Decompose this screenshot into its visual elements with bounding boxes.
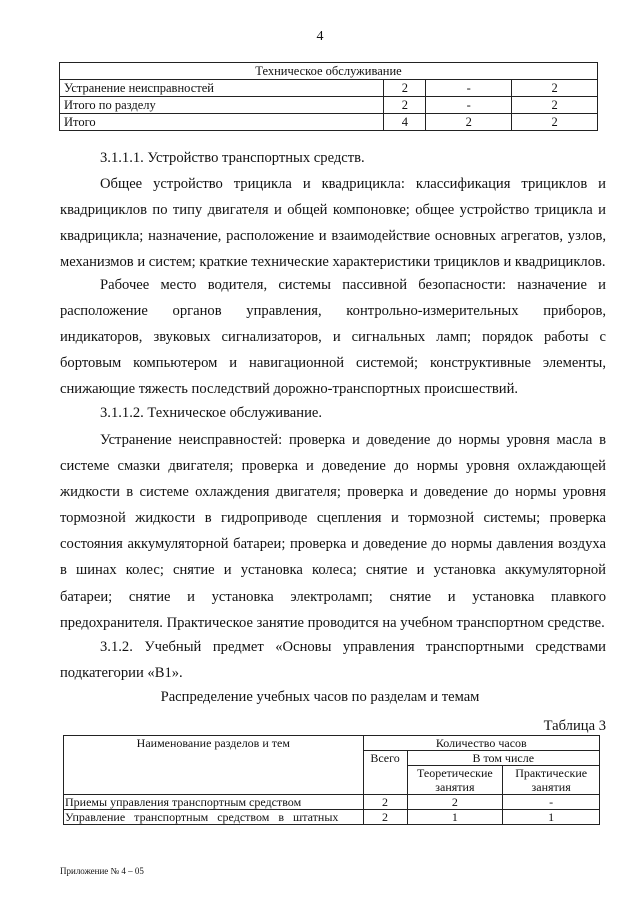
col-header-practice: Практические занятия	[503, 766, 600, 795]
distribution-title: Распределение учебных часов по разделам и темам	[160, 689, 480, 705]
row-theory: 1	[407, 810, 503, 825]
col-header-total: Всего	[363, 751, 407, 795]
row-total: 2	[384, 97, 426, 114]
study-hours-table	[63, 735, 600, 825]
row-theory: -	[426, 97, 512, 114]
row-practice: 2	[512, 80, 598, 97]
paragraph: Рабочее место водителя, системы пассивной безопасности: назначение и расположение органов управления, контрольно-измерительных приборов, индикаторов, звуковых сигнализаторов, и сигнальных ламп; порядок работы с бортовым компьютером и навигационной системой; конструктивные элементы, снижающие тяжесть последствий дорожно-транспортных происшествий.	[60, 277, 606, 398]
row-name: Устранение неисправностей	[60, 80, 384, 97]
row-total: 2	[384, 80, 426, 97]
table-row	[60, 114, 598, 131]
table-row	[64, 795, 600, 810]
row-total: 2	[363, 810, 407, 825]
section-heading-3: 3.1.2. Учебный предмет «Основы управления транспортными средствами подкатегории «B1».	[60, 639, 606, 682]
row-total: 2	[363, 795, 407, 810]
section-heading-2: 3.1.1.2. Техническое обслуживание.	[100, 405, 322, 421]
table-row	[64, 810, 600, 825]
col-header-theory: Теоретические занятия	[407, 766, 503, 795]
col-header-including: В том числе	[407, 751, 600, 766]
table-row	[60, 97, 598, 114]
paragraph: Общее устройство трицикла и квадрицикла: классификация трициклов и квадрициклов по типу двигателя и общей компоновке; общее устройство трицикла и квадрицикла; назначение, расположение и взаимодействие основных агрегатов, узлов, механизмов и систем; краткие технические характеристики трициклов и квадрициклов.	[60, 176, 606, 271]
row-name: Итого по разделу	[60, 97, 384, 114]
row-name: Приемы управления транспортным средством	[64, 795, 364, 810]
row-practice: 2	[512, 97, 598, 114]
col-header-name: Наименование разделов и тем	[64, 736, 364, 795]
row-name: Итого	[60, 114, 384, 131]
paragraph: Устранение неисправностей: проверка и доведение до нормы уровня масла в системе смазки двигателя; проверка и доведение до нормы уровня охлаждающей жидкости в системе охлаждения двигателя; проверка и доведение до нормы уровня тормозной жидкости в гидроприводе сцепления и тормозной системы; проверка состояния аккумуляторной батареи; проверка и доведение до нормы давления воздуха в шинах колес; снятие и установка колеса; снятие и установка аккумуляторной батареи; снятие и установка электроламп; снятие и установка плавкого предохранителя. Практическое занятие проводится на учебном транспортном средстве.	[60, 432, 606, 631]
row-practice: 2	[512, 114, 598, 131]
page-number: 4	[316, 29, 324, 44]
row-practice: 1	[503, 810, 600, 825]
table-caption: Таблица 3	[543, 718, 606, 734]
table-row	[60, 80, 598, 97]
row-total: 4	[384, 114, 426, 131]
maintenance-hours-table	[59, 62, 598, 131]
table-section-header: Техническое обслуживание	[60, 63, 598, 80]
table-header-row	[60, 63, 598, 80]
col-header-hours: Количество часов	[363, 736, 599, 751]
row-theory: 2	[407, 795, 503, 810]
row-practice: -	[503, 795, 600, 810]
row-name: Управление транспортным средством в штатных	[64, 810, 364, 825]
row-theory: 2	[426, 114, 512, 131]
row-theory: -	[426, 80, 512, 97]
section-heading-1: 3.1.1.1. Устройство транспортных средств.	[100, 150, 365, 166]
footer-note: Приложение № 4 – 05	[60, 866, 144, 876]
